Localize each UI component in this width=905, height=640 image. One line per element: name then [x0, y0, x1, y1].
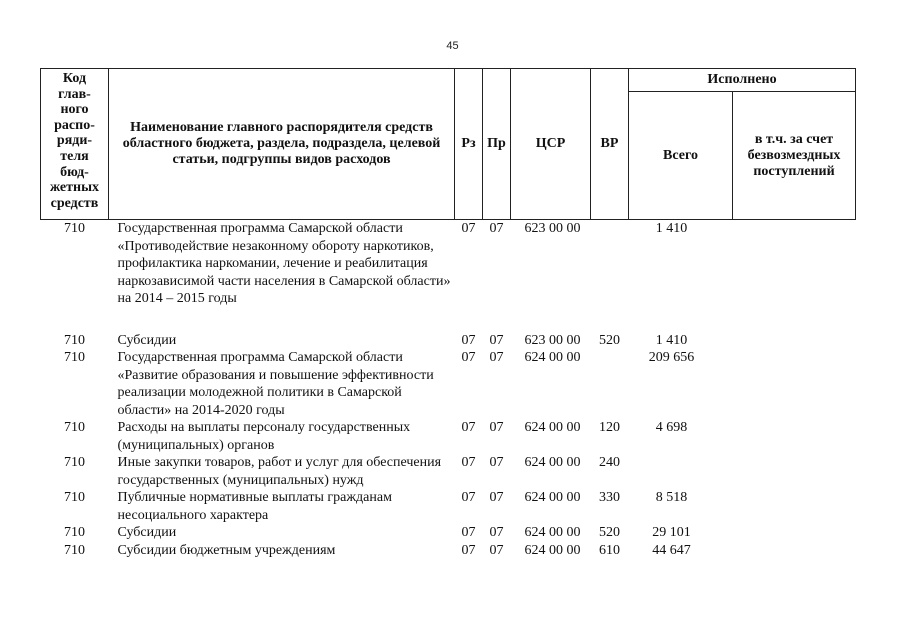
- cell-code: 710: [64, 420, 85, 435]
- row-spacer: [41, 308, 856, 332]
- header-free-receipts: в т.ч. за счет безвозмездных поступлений: [733, 92, 856, 220]
- cell-code: 710: [64, 525, 85, 540]
- cell-csr: 624 00 00: [524, 525, 581, 540]
- table-row: [41, 542, 856, 560]
- cell-total: [629, 454, 733, 489]
- cell-rz: 07: [461, 525, 476, 540]
- cell-name: Государственная программа Самарской области «Развитие образования и повышение эффективности реализации молодежной политики в Самарской области» на 2014-2020 годы: [117, 350, 434, 418]
- cell-rz: 07: [461, 490, 476, 505]
- cell-vr: 520: [599, 332, 620, 348]
- cell-vr: 120: [599, 420, 620, 435]
- cell-vr: 240: [599, 455, 620, 470]
- table-row: [41, 489, 856, 524]
- cell-pr: 07: [489, 221, 504, 236]
- cell-csr: 624 00 00: [524, 490, 581, 505]
- cell-name: Субсидии бюджетным учреждениям: [117, 542, 336, 558]
- cell-free: [733, 542, 856, 560]
- table-row: [41, 349, 856, 419]
- cell-rz: 07: [461, 455, 476, 470]
- cell-code: 710: [64, 542, 85, 558]
- cell-code: 710: [64, 350, 85, 365]
- cell-name: Расходы на выплаты персоналу государственных (муниципальных) органов: [117, 420, 411, 453]
- cell-csr: 624 00 00: [524, 350, 581, 365]
- cell-vr: [591, 220, 629, 308]
- cell-total: 1 410: [655, 221, 688, 236]
- cell-csr: 624 00 00: [524, 420, 581, 435]
- header-executed: Исполнено: [629, 69, 856, 92]
- page-number: 45: [446, 40, 459, 52]
- header-code: [41, 69, 109, 220]
- cell-vr: 520: [599, 525, 620, 540]
- table-header: [41, 69, 856, 220]
- cell-rz: 07: [461, 350, 476, 365]
- header-code-line: ного: [60, 102, 89, 118]
- cell-free: [733, 349, 856, 419]
- cell-free: [733, 454, 856, 489]
- cell-csr: 624 00 00: [524, 455, 581, 470]
- cell-name: Публичные нормативные выплаты гражданам несоциального характера: [117, 490, 392, 523]
- cell-code: 710: [64, 332, 85, 348]
- cell-name: Субсидии: [117, 525, 177, 540]
- cell-total: 29 101: [652, 525, 691, 540]
- cell-rz: 07: [461, 542, 476, 558]
- cell-code: 710: [64, 490, 85, 505]
- cell-total: 44 647: [652, 542, 691, 558]
- header-name: Наименование главного распорядителя средств областного бюджета, раздела, подраздела, целевой статьи, подгруппы видов расходов: [109, 69, 455, 220]
- cell-pr: 07: [489, 455, 504, 470]
- cell-name: Государственная программа Самарской области «Противодействие незаконному обороту наркотиков, профилактика наркомании, лечение и реабилитация наркозависимой части населения в Самарской области» на 2014 – 2015 годы: [117, 221, 451, 306]
- cell-rz: 07: [461, 332, 476, 348]
- cell-pr: 07: [489, 332, 504, 348]
- cell-pr: 07: [489, 350, 504, 365]
- header-code-line: бюд-: [60, 164, 89, 180]
- cell-free: [733, 489, 856, 524]
- header-csr: ЦСР: [511, 69, 591, 220]
- cell-pr: 07: [489, 490, 504, 505]
- header-code-line: ряди-: [56, 133, 93, 149]
- cell-total: 4 698: [655, 420, 688, 435]
- table-body: [41, 220, 856, 560]
- cell-free: [733, 419, 856, 454]
- cell-vr: [591, 349, 629, 419]
- cell-name: Иные закупки товаров, работ и услуг для обеспечения государственных (муниципальных) нужд: [117, 455, 442, 488]
- table-row: [41, 454, 856, 489]
- cell-free: [733, 220, 856, 308]
- cell-pr: 07: [489, 420, 504, 435]
- cell-rz: 07: [461, 221, 476, 236]
- table-row: [41, 419, 856, 454]
- cell-csr: 623 00 00: [524, 332, 581, 348]
- cell-total: 1 410: [655, 332, 688, 348]
- cell-code: 710: [64, 455, 85, 470]
- header-code-line: глав-: [58, 86, 91, 102]
- header-vr: ВР: [591, 69, 629, 220]
- header-code-line: Код: [62, 71, 87, 86]
- header-rz: Рз: [455, 69, 483, 220]
- header-code-line: средств: [50, 195, 99, 211]
- cell-vr: 610: [599, 542, 620, 558]
- cell-csr: 623 00 00: [524, 221, 581, 236]
- cell-total: 8 518: [655, 490, 688, 505]
- header-code-line: жетных: [49, 180, 100, 196]
- cell-rz: 07: [461, 420, 476, 435]
- cell-code: 710: [64, 221, 85, 236]
- header-code-line: теля: [60, 148, 89, 164]
- cell-csr: 624 00 00: [524, 542, 581, 558]
- header-pr: Пр: [483, 69, 511, 220]
- cell-free: [733, 524, 856, 542]
- table-row: [41, 524, 856, 542]
- cell-total: 209 656: [648, 350, 695, 365]
- header-total: Всего: [629, 92, 733, 220]
- header-code-line: распо-: [54, 117, 95, 133]
- table-row: [41, 332, 856, 350]
- cell-pr: 07: [489, 542, 504, 558]
- cell-name: Субсидии: [117, 332, 177, 348]
- cell-pr: 07: [489, 525, 504, 540]
- cell-vr: 330: [599, 490, 620, 505]
- table-row: [41, 220, 856, 308]
- cell-free: [733, 332, 856, 350]
- budget-execution-table: [40, 68, 856, 559]
